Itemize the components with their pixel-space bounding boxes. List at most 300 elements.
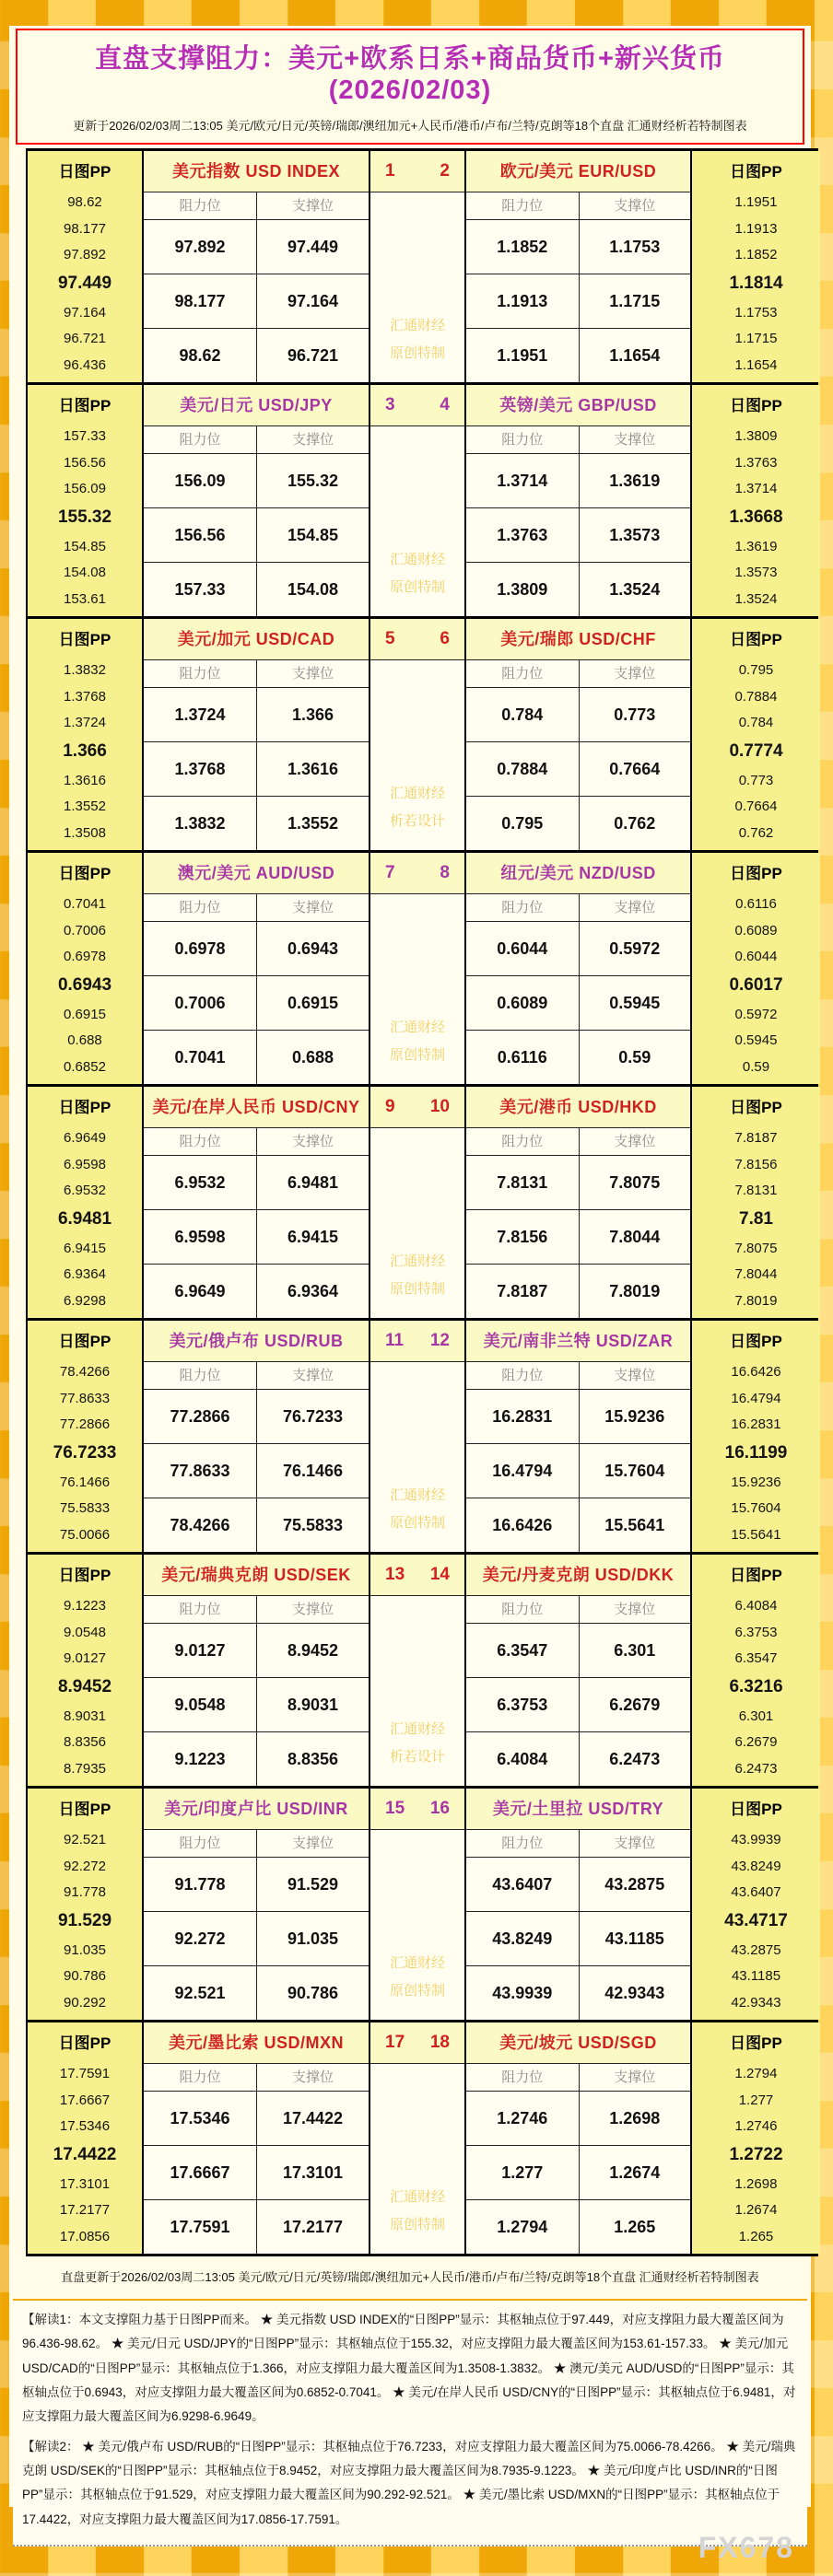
- pair-number-right: 10: [429, 1097, 450, 1116]
- resistance-label: 阻力位: [501, 1368, 544, 1383]
- resistance-value: 0.7006: [174, 993, 226, 1012]
- pair-table-right: [464, 385, 690, 616]
- level-row: [144, 508, 369, 563]
- level-row: [466, 1624, 690, 1678]
- support-value: 8.8356: [256, 1732, 369, 1786]
- pp-header-left: 日图PP: [58, 1801, 111, 1818]
- support-value: 17.2177: [256, 2200, 369, 2254]
- support-label: 支撑位: [579, 1362, 691, 1389]
- pp-pivot-right: 1.1814: [729, 273, 783, 293]
- level-row: [144, 1156, 369, 1210]
- pair-title-right: 英镑/美元 GBP/USD: [466, 385, 690, 426]
- support-label: 支撑位: [579, 660, 691, 687]
- page-title: 直盘支撑阻力：美元+欧系日系+商品货币+新兴货币(2026/02/03): [95, 43, 725, 105]
- resistance-value: 156.09: [174, 471, 226, 490]
- support-label: 支撑位: [579, 192, 691, 219]
- pair-title-left: 美元/印度卢比 USD/INR: [144, 1789, 369, 1830]
- pp-values-right: 16.6426 16.4794 16.2831 16.1199 15.9236 15.7604 15.5641: [692, 1362, 820, 1552]
- resistance-value: 1.3809: [497, 579, 548, 599]
- pair-number-left: 5: [385, 629, 395, 648]
- resistance-value: 0.7041: [174, 1047, 226, 1067]
- resistance-value: 91.778: [174, 1874, 226, 1894]
- resistance-value: 1.3714: [497, 471, 548, 490]
- support-value: 6.9481: [256, 1156, 369, 1209]
- pp-header-left: 日图PP: [58, 2034, 111, 2052]
- update-line-bottom: 直盘更新于2026/02/03周二13:05 美元/欧元/日元/英镑/瑞郎/澳纽加元+人民币/港币/卢布/兰特/克朗等18个直盘 汇通财经析若特制图表: [61, 2270, 759, 2284]
- pair-table-left: [142, 1555, 369, 1786]
- pair-number-left: 17: [385, 2033, 405, 2052]
- support-value: 96.721: [256, 329, 369, 382]
- support-label: 支撑位: [579, 1128, 691, 1155]
- watermark-line-1: 汇通财经: [389, 318, 445, 333]
- support-value: 1.3616: [256, 742, 369, 796]
- support-value: 1.2674: [579, 2146, 691, 2199]
- support-value: 6.9364: [256, 1265, 369, 1318]
- pp-values-left: 92.521 92.272 91.778 91.529 91.035 90.786 90.292: [28, 1830, 142, 2020]
- resistance-value: 156.56: [174, 525, 226, 544]
- support-value: 7.8075: [579, 1156, 691, 1209]
- resistance-value: 9.0548: [174, 1695, 226, 1714]
- level-row: [466, 1390, 690, 1444]
- pp-values-right: 1.3809 1.3763 1.3714 1.3668 1.3619 1.3573 1.3524: [692, 426, 820, 616]
- pair-table-left: [142, 853, 369, 1084]
- support-value: 17.4422: [256, 2092, 369, 2145]
- pp-header-left: 日图PP: [58, 397, 111, 414]
- pp-header-right: 日图PP: [730, 1099, 782, 1116]
- pp-column-right: [690, 1789, 820, 2020]
- watermark-area: [370, 1596, 464, 1786]
- pp-column-left: [28, 1321, 142, 1552]
- support-value: 7.8044: [579, 1210, 691, 1264]
- pp-pivot-left: 0.6943: [57, 974, 112, 995]
- pair-numbers: [370, 151, 464, 192]
- pp-pivot-right: 16.1199: [724, 1442, 788, 1463]
- resistance-value: 7.8156: [497, 1227, 548, 1246]
- resistance-value: 7.8131: [497, 1172, 548, 1192]
- support-label: 支撑位: [256, 1596, 369, 1623]
- subhead-left: [144, 192, 369, 220]
- support-label: 支撑位: [256, 426, 369, 453]
- pair-table-left: [142, 1789, 369, 2020]
- resistance-value: 1.3832: [174, 813, 226, 833]
- support-value: 0.7664: [579, 742, 691, 796]
- pair-number-right: 4: [440, 395, 450, 414]
- pp-pivot-right: 6.3216: [729, 1676, 783, 1696]
- resistance-value: 6.3753: [497, 1695, 548, 1714]
- content-panel: [9, 26, 811, 2564]
- index-column: [369, 151, 464, 382]
- pair-table-left: [142, 151, 369, 382]
- pair-number-right: 6: [440, 629, 450, 648]
- pair-block: [26, 619, 818, 853]
- support-label: 支撑位: [579, 894, 691, 921]
- pp-pivot-left: 91.529: [57, 1910, 112, 1930]
- watermark-line-2: 原创特制: [389, 1047, 445, 1063]
- support-value: 6.2473: [579, 1732, 691, 1786]
- pair-title-right: 美元/港币 USD/HKD: [466, 1087, 690, 1128]
- index-column: [369, 1789, 464, 2020]
- level-row: [466, 1031, 690, 1084]
- support-label: 支撑位: [579, 1830, 691, 1857]
- subhead-right: [466, 1362, 690, 1390]
- level-row: [466, 274, 690, 329]
- subhead-left: [144, 426, 369, 454]
- watermark-line-1: 汇通财经: [389, 2189, 445, 2205]
- level-row: [144, 1912, 369, 1966]
- support-value: 6.301: [579, 1624, 691, 1677]
- watermark-line-2: 析若设计: [389, 1749, 445, 1765]
- pp-pivot-left: 76.7233: [53, 1442, 117, 1463]
- resistance-value: 9.0127: [174, 1640, 226, 1660]
- watermark-area: [370, 2064, 464, 2254]
- subhead-right: [466, 894, 690, 922]
- watermark-line-2: 原创特制: [389, 579, 445, 595]
- subhead-left: [144, 1830, 369, 1858]
- level-row: [466, 2146, 690, 2200]
- pp-values-right: 6.4084 6.3753 6.3547 6.3216 6.301 6.2679 6.2473: [692, 1596, 820, 1786]
- pair-block: [26, 1789, 818, 2022]
- pair-number-right: 16: [429, 1799, 450, 1818]
- pair-table-left: [142, 1087, 369, 1318]
- resistance-value: 16.6426: [492, 1515, 553, 1534]
- watermark-line-1: 汇通财经: [389, 1487, 445, 1503]
- support-value: 1.2698: [579, 2092, 691, 2145]
- subhead-right: [466, 192, 690, 220]
- fx678-watermark: FX678: [698, 2530, 794, 2564]
- support-value: 1.1654: [579, 329, 691, 382]
- level-row: [144, 1678, 369, 1732]
- level-row: [144, 976, 369, 1031]
- resistance-value: 1.1852: [497, 237, 548, 256]
- level-row: [466, 1732, 690, 1786]
- subhead-right: [466, 1128, 690, 1156]
- subhead-left: [144, 660, 369, 688]
- watermark-line-1: 汇通财经: [389, 1721, 445, 1737]
- pp-column-left: [28, 385, 142, 616]
- level-row: [144, 1265, 369, 1318]
- watermark-area: [370, 660, 464, 850]
- pair-numbers: [370, 1555, 464, 1596]
- support-label: 支撑位: [256, 1362, 369, 1389]
- pair-title-left: 美元/墨比索 USD/MXN: [144, 2022, 369, 2064]
- index-column: [369, 2022, 464, 2254]
- pp-header-right: 日图PP: [730, 1801, 782, 1818]
- support-value: 6.2679: [579, 1678, 691, 1731]
- index-column: [369, 385, 464, 616]
- pp-values-left: 6.9649 6.9598 6.9532 6.9481 6.9415 6.9364 6.9298: [28, 1128, 142, 1318]
- pair-table-right: [464, 151, 690, 382]
- pp-values-left: 17.7591 17.6667 17.5346 17.4422 17.3101 17.2177 17.0856: [28, 2064, 142, 2254]
- pair-block: [26, 151, 818, 385]
- level-row: [144, 329, 369, 382]
- pp-pivot-right: 0.6017: [729, 974, 783, 995]
- level-row: [144, 1498, 369, 1552]
- level-row: [466, 742, 690, 797]
- resistance-value: 17.7591: [170, 2217, 230, 2236]
- resistance-value: 0.6089: [497, 993, 548, 1012]
- pp-values-left: 1.3832 1.3768 1.3724 1.366 1.3616 1.3552 1.3508: [28, 660, 142, 850]
- pp-pivot-right: 43.4717: [724, 1910, 788, 1930]
- resistance-label: 阻力位: [179, 2069, 221, 2085]
- pp-values-left: 157.33 156.56 156.09 155.32 154.85 154.08 153.61: [28, 426, 142, 616]
- resistance-value: 1.3768: [174, 759, 226, 778]
- pair-numbers: [370, 1321, 464, 1362]
- resistance-value: 157.33: [174, 579, 226, 599]
- pair-title-right: 美元/坡元 USD/SGD: [466, 2022, 690, 2064]
- pair-number-right: 12: [429, 1331, 450, 1350]
- level-row: [466, 2092, 690, 2146]
- resistance-value: 7.8187: [497, 1281, 548, 1300]
- pair-number-left: 15: [385, 1799, 405, 1818]
- pairs-table: [26, 148, 818, 2256]
- support-value: 15.7604: [579, 1444, 691, 1498]
- pp-pivot-left: 8.9452: [57, 1676, 112, 1696]
- support-value: 0.6915: [256, 976, 369, 1030]
- level-row: [144, 922, 369, 976]
- level-row: [144, 2200, 369, 2254]
- notes-box: [13, 2299, 807, 2564]
- support-value: 97.449: [256, 220, 369, 274]
- subhead-left: [144, 1596, 369, 1624]
- pp-values-right: 0.795 0.7884 0.784 0.7774 0.773 0.7664 0.762: [692, 660, 820, 850]
- pp-pivot-right: 0.7774: [729, 740, 783, 761]
- support-value: 1.3524: [579, 563, 691, 616]
- pair-number-left: 13: [385, 1565, 405, 1584]
- resistance-label: 阻力位: [179, 1368, 221, 1383]
- pair-title-left: 美元/瑞典克朗 USD/SEK: [144, 1555, 369, 1596]
- subhead-left: [144, 894, 369, 922]
- subhead-right: [466, 1830, 690, 1858]
- resistance-value: 1.3763: [497, 525, 548, 544]
- resistance-value: 1.3724: [174, 705, 226, 724]
- resistance-value: 77.2866: [170, 1406, 230, 1426]
- support-value: 1.3619: [579, 454, 691, 507]
- pp-column-left: [28, 1789, 142, 2020]
- level-row: [466, 1265, 690, 1318]
- watermark-area: [370, 426, 464, 616]
- level-row: [144, 1732, 369, 1786]
- pair-number-right: 8: [440, 863, 450, 882]
- support-value: 0.6943: [256, 922, 369, 975]
- resistance-value: 43.8249: [492, 1929, 553, 1948]
- pp-header-left: 日图PP: [58, 1333, 111, 1350]
- pair-number-right: 18: [429, 2033, 450, 2052]
- pair-numbers: [370, 2022, 464, 2064]
- resistance-value: 16.4794: [492, 1461, 553, 1480]
- resistance-label: 阻力位: [179, 1134, 221, 1149]
- level-row: [144, 1390, 369, 1444]
- pp-header-right: 日图PP: [730, 631, 782, 648]
- level-row: [466, 2200, 690, 2254]
- pair-title-right: 欧元/美元 EUR/USD: [466, 151, 690, 192]
- support-label: 支撑位: [256, 660, 369, 687]
- watermark-line-1: 汇通财经: [389, 1020, 445, 1035]
- watermark-area: [370, 192, 464, 382]
- watermark-line-2: 原创特制: [389, 2217, 445, 2232]
- resistance-value: 9.1223: [174, 1749, 226, 1768]
- support-value: 0.762: [579, 797, 691, 850]
- support-value: 6.9415: [256, 1210, 369, 1264]
- resistance-value: 17.5346: [170, 2108, 230, 2127]
- resistance-label: 阻力位: [179, 432, 221, 448]
- resistance-label: 阻力位: [179, 900, 221, 915]
- watermark-line-1: 汇通财经: [389, 552, 445, 567]
- resistance-label: 阻力位: [179, 198, 221, 214]
- pp-header-right: 日图PP: [730, 2034, 782, 2052]
- support-value: 15.5641: [579, 1498, 691, 1552]
- pair-title-left: 美元/俄卢布 USD/RUB: [144, 1321, 369, 1362]
- pair-table-right: [464, 1321, 690, 1552]
- resistance-value: 0.6978: [174, 938, 226, 958]
- pp-header-left: 日图PP: [58, 163, 111, 181]
- pp-header-left: 日图PP: [58, 1567, 111, 1584]
- level-row: [466, 1678, 690, 1732]
- support-value: 75.5833: [256, 1498, 369, 1552]
- resistance-value: 0.795: [501, 813, 544, 833]
- level-row: [144, 1858, 369, 1912]
- pp-header-right: 日图PP: [730, 1333, 782, 1350]
- resistance-value: 6.9598: [174, 1227, 226, 1246]
- level-row: [466, 688, 690, 742]
- level-row: [466, 563, 690, 616]
- support-value: 154.08: [256, 563, 369, 616]
- pair-table-right: [464, 619, 690, 850]
- pair-table-left: [142, 1321, 369, 1552]
- watermark-area: [370, 894, 464, 1084]
- pair-numbers: [370, 1087, 464, 1128]
- level-row: [466, 1498, 690, 1552]
- pair-title-right: 美元/瑞郎 USD/CHF: [466, 619, 690, 660]
- resistance-value: 6.9532: [174, 1172, 226, 1192]
- index-column: [369, 1087, 464, 1318]
- resistance-label: 阻力位: [179, 1836, 221, 1851]
- pair-block: [26, 1087, 818, 1321]
- resistance-value: 1.2746: [497, 2108, 548, 2127]
- level-row: [144, 1444, 369, 1498]
- title-box: [16, 29, 804, 145]
- support-value: 0.5972: [579, 922, 691, 975]
- level-row: [466, 1966, 690, 2020]
- support-value: 42.9343: [579, 1966, 691, 2020]
- watermark-line-2: 原创特制: [389, 1281, 445, 1297]
- pair-table-left: [142, 619, 369, 850]
- resistance-label: 阻力位: [501, 1836, 544, 1851]
- watermark-area: [370, 1128, 464, 1318]
- pp-values-right: 43.9939 43.8249 43.6407 43.4717 43.2875 43.1185 42.9343: [692, 1830, 820, 2020]
- level-row: [466, 1444, 690, 1498]
- pair-number-right: 2: [440, 161, 450, 181]
- pp-values-right: 7.8187 7.8156 7.8131 7.81 7.8075 7.8044 7.8019: [692, 1128, 820, 1318]
- pair-table-left: [142, 385, 369, 616]
- support-value: 91.529: [256, 1858, 369, 1911]
- level-row: [144, 2146, 369, 2200]
- pair-title-right: 美元/丹麦克朗 USD/DKK: [466, 1555, 690, 1596]
- support-value: 76.7233: [256, 1390, 369, 1443]
- subhead-right: [466, 2064, 690, 2092]
- resistance-label: 阻力位: [501, 666, 544, 682]
- index-column: [369, 1321, 464, 1552]
- level-row: [144, 563, 369, 616]
- support-value: 1.1715: [579, 274, 691, 328]
- pp-column-right: [690, 1087, 820, 1318]
- pair-title-left: 美元指数 USD INDEX: [144, 151, 369, 192]
- resistance-label: 阻力位: [501, 198, 544, 214]
- pair-numbers: [370, 385, 464, 426]
- index-column: [369, 619, 464, 850]
- pp-values-left: 9.1223 9.0548 9.0127 8.9452 8.9031 8.8356 8.7935: [28, 1596, 142, 1786]
- pp-header-right: 日图PP: [730, 1567, 782, 1584]
- watermark-line-2: 析若设计: [389, 813, 445, 829]
- support-value: 155.32: [256, 454, 369, 507]
- pp-header-left: 日图PP: [58, 1099, 111, 1116]
- support-value: 76.1466: [256, 1444, 369, 1498]
- level-row: [466, 1912, 690, 1966]
- pp-values-left: 0.7041 0.7006 0.6978 0.6943 0.6915 0.688 0.6852: [28, 894, 142, 1084]
- support-value: 8.9452: [256, 1624, 369, 1677]
- support-label: 支撑位: [256, 2064, 369, 2091]
- pair-title-left: 美元/在岸人民币 USD/CNY: [144, 1087, 369, 1128]
- support-value: 17.3101: [256, 2146, 369, 2199]
- resistance-value: 1.1951: [497, 345, 548, 365]
- pair-title-right: 美元/土里拉 USD/TRY: [466, 1789, 690, 1830]
- watermark-line-1: 汇通财经: [389, 786, 445, 801]
- pair-number-left: 7: [385, 863, 395, 882]
- level-row: [144, 688, 369, 742]
- resistance-value: 17.6667: [170, 2162, 230, 2182]
- support-label: 支撑位: [256, 1128, 369, 1155]
- resistance-label: 阻力位: [179, 666, 221, 682]
- support-value: 91.035: [256, 1912, 369, 1965]
- resistance-value: 1.2794: [497, 2217, 548, 2236]
- resistance-value: 98.62: [179, 345, 221, 365]
- pp-values-right: 1.1951 1.1913 1.1852 1.1814 1.1753 1.1715 1.1654: [692, 192, 820, 382]
- support-value: 90.786: [256, 1966, 369, 2020]
- support-value: 15.9236: [579, 1390, 691, 1443]
- pp-column-left: [28, 853, 142, 1084]
- level-row: [466, 508, 690, 563]
- level-row: [144, 220, 369, 274]
- support-value: 0.688: [256, 1031, 369, 1084]
- resistance-value: 43.6407: [492, 1874, 553, 1894]
- resistance-value: 0.784: [501, 705, 544, 724]
- pp-column-left: [28, 619, 142, 850]
- support-value: 97.164: [256, 274, 369, 328]
- pair-title-left: 澳元/美元 AUD/USD: [144, 853, 369, 894]
- pair-number-right: 14: [429, 1565, 450, 1584]
- index-column: [369, 1555, 464, 1786]
- pp-values-right: 0.6116 0.6089 0.6044 0.6017 0.5972 0.5945 0.59: [692, 894, 820, 1084]
- subhead-left: [144, 1128, 369, 1156]
- pair-block: [26, 1555, 818, 1789]
- resistance-label: 阻力位: [179, 1602, 221, 1617]
- subhead-right: [466, 660, 690, 688]
- level-row: [466, 454, 690, 508]
- level-row: [466, 329, 690, 382]
- pp-column-right: [690, 385, 820, 616]
- pp-values-right: 1.2794 1.277 1.2746 1.2722 1.2698 1.2674 1.265: [692, 2064, 820, 2254]
- pp-column-left: [28, 1087, 142, 1318]
- resistance-value: 0.6116: [497, 1047, 547, 1067]
- level-row: [466, 976, 690, 1031]
- pair-number-left: 9: [385, 1097, 395, 1116]
- pp-pivot-right: 1.2722: [729, 2144, 783, 2164]
- watermark-area: [370, 1362, 464, 1552]
- pair-title-left: 美元/加元 USD/CAD: [144, 619, 369, 660]
- resistance-value: 43.9939: [492, 1983, 553, 2002]
- support-value: 43.2875: [579, 1858, 691, 1911]
- pp-header-right: 日图PP: [730, 163, 782, 181]
- note-1: 【解读1：本文支撑阻力基于日图PP而来。 ★ 美元指数 USD INDEX的“日图PP”显示：其枢轴点位于97.449，对应支撑阻力最大覆盖区间为96.436-98.62。 ★ 美元/日元 USD/JPY的“日图PP”显示：其枢轴点位于155.32，对应支撑阻力最大覆盖区间为153.61-157.33。 ★ 美元/加元 USD/CAD的“日图PP”显示：其枢轴点位于1.366，对应支撑阻力最大覆盖区间为1.3508-1.3832。 ★ 澳元/美元 AUD/USD的“日图PP”显示：其枢轴点位于0.6943，对应支撑阻力最大覆盖区间为0.6852-0.7041。 ★ 美元/在岸人民币 USD/CNY的“日图PP”显示：其枢轴点位于6.9481，对应支撑阻力最大覆盖区间为6.9298-6.9649。: [22, 2313, 796, 2424]
